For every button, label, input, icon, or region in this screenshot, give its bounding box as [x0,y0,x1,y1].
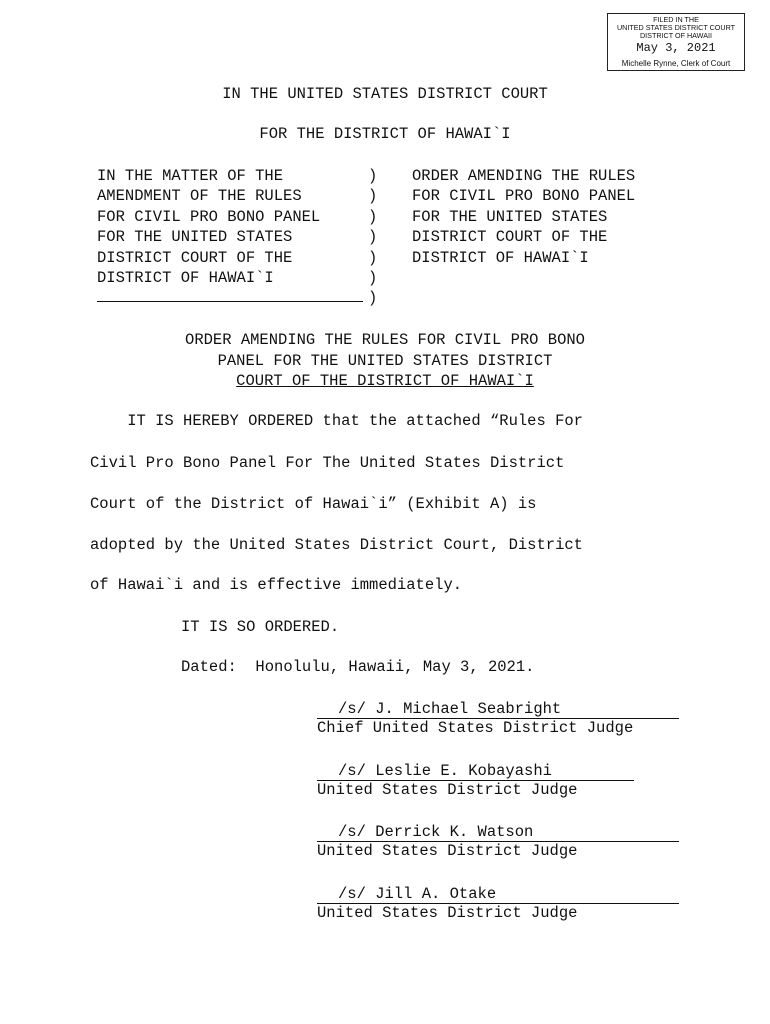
signature-name: /s/ J. Michael Seabright [338,700,562,718]
filed-stamp [607,13,745,71]
signature-name: /s/ Jill A. Otake [338,885,497,903]
caption-right [412,166,635,268]
court-heading: IN THE UNITED STATES DISTRICT COURT [222,85,548,103]
order-title [0,330,770,392]
so-ordered: IT IS SO ORDERED. [181,618,340,636]
signature-name: /s/ Derrick K. Watson [338,823,534,841]
caption-left-line: FOR THE UNITED STATES [97,228,293,247]
body-line-4: adopted by the United States District Court, District [90,536,583,554]
body-line-2: Civil Pro Bono Panel For The United States District [90,454,565,472]
caption-divider [368,166,377,309]
caption-left [97,166,320,288]
caption-left-line: DISTRICT COURT OF THE [97,248,293,267]
order-title-line [0,371,770,392]
caption-right-line: FOR CIVIL PRO BONO PANEL [412,187,636,206]
caption-right-line: DISTRICT COURT OF THE [412,228,608,247]
caption-left-line: FOR CIVIL PRO BONO PANEL [97,207,321,226]
stamp-date: May 3, 2021 [636,41,716,55]
caption-right-line: ORDER AMENDING THE RULES [412,167,636,185]
caption-underline [97,301,363,302]
stamp-district-label: DISTRICT OF HAWAII [639,31,712,40]
body-line-3: Court of the District of Hawai`i” (Exhibit A) is [90,495,537,513]
caption-paren: ) [368,167,378,185]
order-title-underlined: COURT OF THE DISTRICT OF HAWAI`I [236,372,534,391]
caption-right-line: FOR THE UNITED STATES [412,207,608,226]
signature-title: Chief United States District Judge [317,719,634,737]
order-title-line: PANEL FOR THE UNITED STATES DISTRICT [217,351,553,370]
signature-title: United States District Judge [317,781,578,799]
caption-left-line: AMENDMENT OF THE RULES [97,187,302,206]
caption-paren: ) [368,187,378,206]
caption-right-line: DISTRICT OF HAWAI`I [412,248,589,267]
stamp-filed-label: FILED IN THE [653,15,699,24]
order-title-line: ORDER AMENDING THE RULES FOR CIVIL PRO BONO [185,331,585,349]
stamp-court-label: UNITED STATES DISTRICT COURT [616,23,736,32]
signature-title: United States District Judge [317,904,578,922]
signature-name: /s/ Leslie E. Kobayashi [338,762,552,780]
body-line-1: IT IS HEREBY ORDERED that the attached “Rules For [90,412,583,430]
dated-line: Dated: Honolulu, Hawaii, May 3, 2021. [181,658,535,676]
body-line-5: of Hawai`i and is effective immediately. [90,576,463,594]
signature-title: United States District Judge [317,842,578,860]
caption-paren: ) [368,289,378,308]
caption-left-line: DISTRICT OF HAWAI`I [97,268,274,287]
caption-paren: ) [368,268,378,287]
stamp-clerk: Michelle Rynne, Clerk of Court [621,59,731,68]
caption-paren: ) [368,248,378,267]
caption-paren: ) [368,207,378,226]
caption-paren: ) [368,228,378,247]
district-heading: FOR THE DISTRICT OF HAWAI`I [259,125,511,143]
caption-left-line: IN THE MATTER OF THE [97,167,284,185]
